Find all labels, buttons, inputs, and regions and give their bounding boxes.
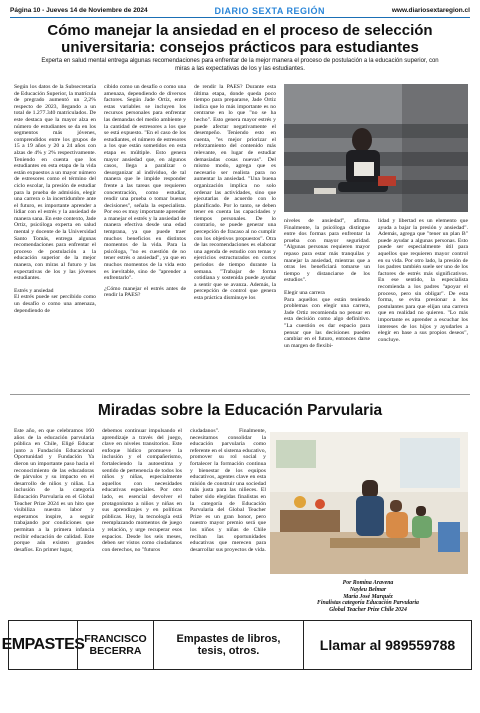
article1-col4-text: niveles de ansiedad", afirma. Finalmente, la psicóloga distingue entre dos formas para enfrentar la prueba con mayor seguridad. "Algunas personas requieren mayor repaso para estar más tranquilas y manejar la ansiedad, mientras que a otras les beneficiará tomarse un tiempo y distanciarse de los estudios". — [284, 218, 370, 284]
article2-column-2 — [102, 428, 182, 614]
article1-column-1 — [14, 84, 96, 384]
article2-column-1 — [14, 428, 94, 614]
article1-column-5 — [378, 218, 468, 384]
article1-col1-end: El estrés puede ser percibido como un desafío o como una amenaza, dependiendo de — [14, 294, 96, 314]
article1-col3-text: de rendir la PAES? Durante esta última etapa, donde queda poco tiempo para prepararse, Jade Ortiz indica que lo más importante es no centrarse en lo que "no se ha hecho". Esto genera mayor estrés y puede afectar negativamente el desempeño. Teniendo esto en cuenta, "es mejor priorizar el reforzamiento del contenido más relevante, en lugar de estudiar demasiadas cosas nuevas". Del mismo modo, agrega que es necesario ser realista para no aumentar la ansiedad. "Una buena organización implica no solo ordenar las actividades, sino que ejecutarlas de acuerdo con lo planificado. Por lo tanto, se deben tener en cuenta las capacidades y tiempos personales. De lo contrario, se puede generar una percepción de fracaso al no cumplir con los objetivos propuestos". Otra de las recomendaciones es elaborar una agenda de estudio con temas y ejercicios estructurados en cortos periodos de tiempo durante la semana. "Trabajar de forma cotidiana y sostenida puede ayudar a sentir que se avanza. Además, la percepción de control que genera esta práctica disminuye los — [194, 84, 276, 301]
section-divider — [10, 394, 470, 395]
ad-phone[interactable]: Llamar al 989559788 — [303, 621, 471, 669]
article-dek: Experta en salud mental entrega algunas recomendaciones para enfrentar de la mejor manera el proceso de postulación a la educación superior, con miras a las expectativas de los y las estudiantes. — [41, 58, 439, 72]
caption-line: Finalistas categoría Educación Parvularia — [317, 600, 419, 607]
article1-col4-subhead: Elegir una carrera — [284, 289, 325, 296]
ad-service-line: tesis, otros. — [197, 645, 260, 657]
ad-service — [153, 621, 303, 669]
article1-column-3 — [194, 84, 276, 384]
student-on-stairs-image — [284, 84, 468, 212]
article1-col2-end: ¿Cómo manejar el estrés antes de rendir la PAES? — [104, 285, 186, 299]
page-date: Página 10 - Jueves 14 de Noviembre de 2024 — [10, 7, 148, 14]
article2-col3-text: ciudadanos". Finalmente, necesitamos consolidar la educación parvularia como referente en el sistema educativo, promover su rol social y fortalecer la formación continua y bienestar de los equipos educativos, agentes clave en esta misión de construir una sociedad más justa para las niñeces. El haber sido elegidas finalistas en la categoría de Educación Parvularia del Global Teacher Prize es un gran honor, pero nuestro mayor premio será que los niños y niñas de Chile reciban las oportunidades educativas que merecen para desarrollar sus proyectos de vida. — [190, 428, 266, 553]
page-header — [10, 4, 470, 18]
caption-line: Global Teacher Prize Chile 2024 — [329, 607, 407, 614]
newspaper-brand: DIARIO SEXTA REGIÓN — [214, 5, 325, 16]
ad-service-line: Empastes de libros, — [176, 633, 281, 645]
article2-col1-text: Este año, en que celebramos 160 años de la educación parvularia pública en Chile, Eligé Educar junto a Fundación Educacional Oportunidad y Fundación Ya dieron un importante paso hacia el reconocimiento de las educadoras de párvulos y su impacto en el desarrollo de niños y niñas. La inclusión de la categoría Educación Parvularia en el Global Teacher Prize 2024 es un hito que visibiliza nuestra labor y esperamos inspire, a seguir trabajando por condiciones que permitan a la primera infancia recibir educación de calidad. Este porque aún existen grandes desafíos. En primer lugar, — [14, 428, 94, 553]
ad-name-line: BECERRA — [89, 645, 142, 657]
ad-brand: EMPASTES — [1, 636, 85, 653]
article1-column-4 — [284, 218, 370, 384]
article1-col4-b: Para aquellos que están teniendo problemas con elegir una carrera, Jade Ortiz recomienda no pensar en esta decisión como algo definitivo. "La cuestión es dar espacio para pensar que las decisiones pueden cambiar en el futuro, entonces darse un margen de flexibi- — [284, 296, 370, 349]
classroom-photo — [270, 432, 468, 574]
article2-col2-text: debemos continuar impulsando el aprendizaje a través del juego, clave en niveles transitorios. Este enfoque lúdico promueve la inclusión y el compañerismo, fortaleciendo la autoestima y sentido de pertenencia de todos los niños y niñas, especialmente aquellos con necesidades educativas especiales. Por otro lado, es esencial devolver el protagonismo a niños y niñas en sus aprendizajes y en políticas públicas. Hoy, la tecnología está reemplazando momentos de juego y relación, y urge recuperar esos espacios. Desde los seis meses, deben ser vistos como ciudadanos con derechos, no "futuros — [102, 428, 182, 553]
ad-name-line: FRANCISCO — [84, 633, 147, 645]
photo-caption — [268, 580, 468, 614]
article1-col1-text: Según los datos de la Subsecretaría de Educación Superior, la matrícula de pregrado aumentó un 2,2% respecto de 2023, llegando a un total de 1.277.340 matriculados. De este destaca que la mayor alza en número de estudiantes se da en los segmentos más jóvenes, comprendidos entre los grupos de 15 a 19 años y 20 a 24 años con alzas de 4% y 2% respectivamente. Teniendo en cuenta que los estudiantes en esta etapa de la vida están expuestos a un mayor número de estresores como el término del ciclo escolar, la presión de estudiar para la prueba de admisión, elegir una carrera o la incertidumbre ante el futuro, es importante aprender a lidiar con el estrés y la ansiedad de manera sana. En este contexto, Jade Ortiz, psicóloga experta en salud mental y docente de la Universidad Santo Tomás, entrega algunas recomendaciones para enfrentar el proceso de postulación a la educación superior de la mejor manera, con miras al futuro y las expectativas de los y las jóvenes estudiantes. — [14, 84, 96, 282]
caption-line: Nayleu Belmar — [349, 586, 387, 593]
article-headline: Cómo manejar la ansiedad en el proceso de selección universitaria: consejos prácticos para estudiantes — [47, 22, 433, 56]
article2-column-3 — [190, 428, 266, 614]
website-url[interactable]: www.diariosextaregion.cl — [391, 7, 470, 14]
caption-line: María José Marquéz — [343, 593, 393, 600]
student-photo — [284, 84, 468, 212]
article1-col1-subhead: Estrés y ansiedad — [14, 287, 54, 294]
classified-ad — [1, 620, 472, 670]
article1-col2-text: cibido como un desafío o como una amenaza, dependiendo de diversos factores. Según Jade Ortiz, entre estas variables se incluyen los recursos personales para enfrentar las demandas del medio ambiente y la cantidad de estresores a los que se está expuesto. "En el caso de los estudiantes, el número de estresores a los que están sometidos en esta etapa es múltiple. Esto genera mayor ansiedad que, en algunos casos, llega a paralizar o desorganizar al individuo, de tal manera que le impide responder frente a las tareas que requieren concentración, como estudiar, rendir una prueba o tomar buenas decisiones", señala la especialista. Por eso es muy importante aprender a manejar el estrés y la ansiedad de manera efectiva desde una edad temprana, ya que puede traer muchos beneficios en distintos momentos de la vida. Para la psicóloga, "no es cuestión de no tener estrés o ansiedad", ya que en muchos momentos de la vida esto es inevitable, sino de "aprender a enfrentarlo". — [104, 84, 186, 282]
classroom-image — [270, 432, 468, 574]
article2-headline: Miradas sobre la Educación Parvularia — [97, 402, 383, 419]
caption-line: Por Romina Aravena — [342, 580, 394, 586]
ad-name — [77, 621, 153, 669]
article1-column-2 — [104, 84, 186, 384]
article1-col5-text: lidad y libertad es un elemento que ayuda a bajar la presión y ansiedad". Además, agrega que "tener un plan B" puede ayudar a algunas personas. Esto puede ser especialmente útil para aquellos que requieren mayor control en su vida. Por otro lado, la presión de los padres también suele ser uno de los factores de estrés más significativos. En ese sentido, la especialista recomienda a los padres "apoyar el proceso, pero sin obligar". De esta forma, se evita presionar a los postulantes para que elijan una carrera que en realidad no quieren. "Lo más importante es aprender a escuchar los intereses de los hijos y ayudarles a elegir en base a sus propios deseos", concluye. — [378, 218, 468, 343]
